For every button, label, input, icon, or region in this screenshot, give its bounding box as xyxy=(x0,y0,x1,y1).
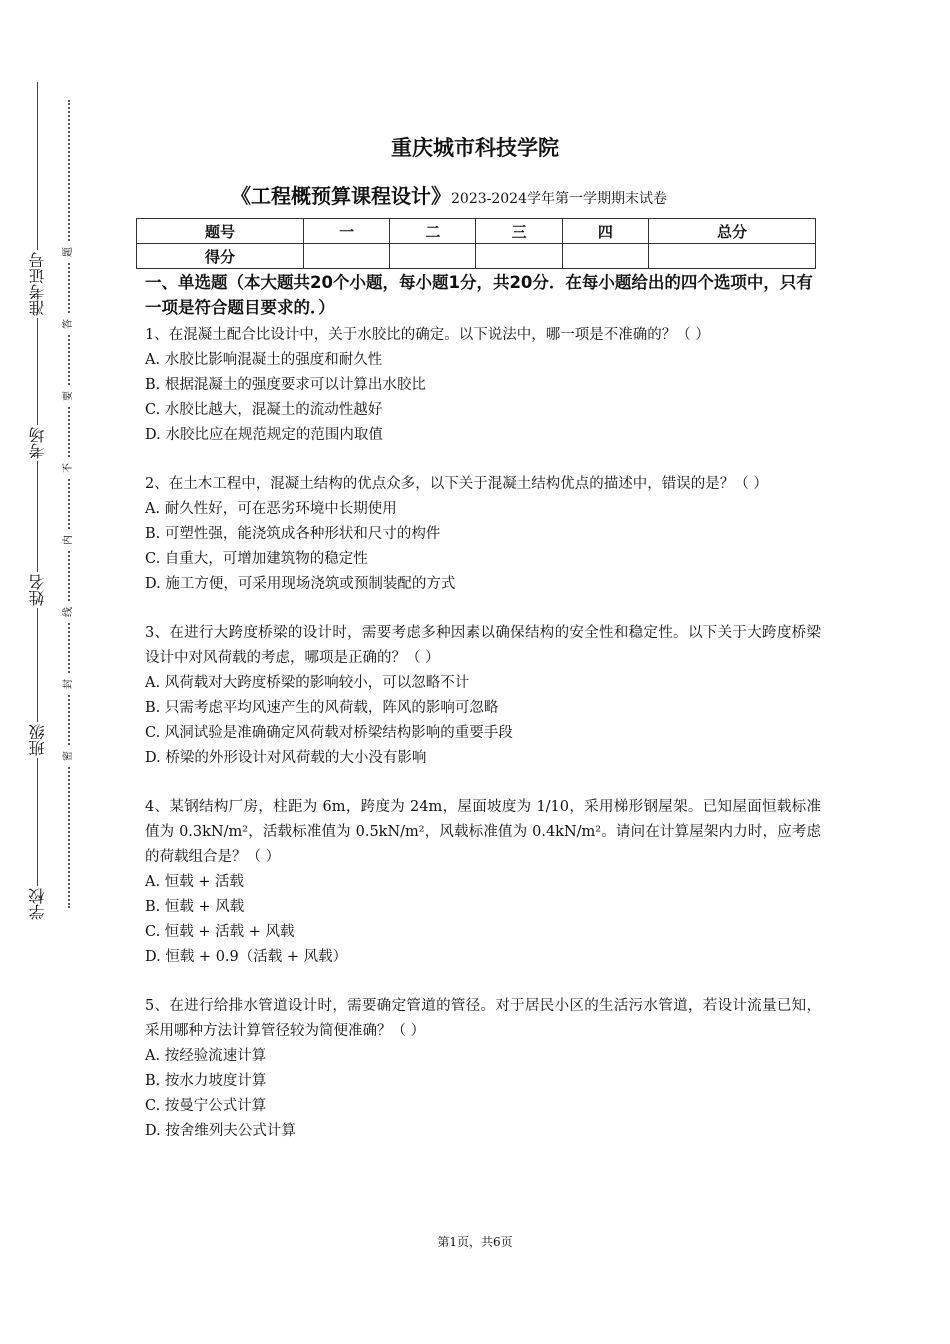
seal-char: 密 xyxy=(63,747,75,765)
seal-char: 封 xyxy=(63,675,75,693)
option-d: D. 水胶比应在规范规定的范围内取值 xyxy=(145,427,383,443)
seal-char: 答 xyxy=(63,315,75,333)
score-cell xyxy=(648,244,815,269)
score-header-cell: 题号 xyxy=(137,219,304,244)
question-stem: 5、在进行给排水管道设计时，需要确定管道的管径。对于居民小区的生活污水管道，若设计流量已知，采用哪种方法计算管径较为简便准确？（ ） xyxy=(145,998,821,1039)
score-cell xyxy=(562,244,648,269)
score-cell xyxy=(304,244,390,269)
question-stem: 1、在混凝土配合比设计中，关于水胶比的确定。以下说法中，哪一项是不准确的？（ ） xyxy=(145,327,710,343)
question-stem: 3、在进行大跨度桥梁的设计时，需要考虑多种因素以确保结构的安全性和稳定性。以下关于大跨度桥梁设计中对风荷载的考虑，哪项是正确的？（ ） xyxy=(145,625,821,666)
name-label: 姓名 xyxy=(20,572,56,608)
score-table xyxy=(136,218,816,269)
section-title: 一、单选题（本大题共20个小题，每小题1分，共20分．在每小题给出的四个选项中，只有一项是符合题目要求的．） xyxy=(145,273,813,317)
score-cell xyxy=(390,244,476,269)
option-a: A. 风荷载对大跨度桥梁的影响较小，可以忽略不计 xyxy=(145,675,470,691)
score-header-cell: 二 xyxy=(390,219,476,244)
binding-solid-line xyxy=(37,82,38,920)
score-header-cell: 三 xyxy=(476,219,562,244)
option-c: C. 水胶比越大，混凝土的流动性越好 xyxy=(145,402,383,418)
option-d: D. 恒载 + 0.9（活载 + 风载） xyxy=(145,949,348,965)
option-a: A. 恒载 + 活载 xyxy=(145,874,245,890)
option-c: C. 自重大，可增加建筑物的稳定性 xyxy=(145,551,368,567)
score-row-label: 得分 xyxy=(137,244,304,269)
option-b: B. 根据混凝土的强度要求可以计算出水胶比 xyxy=(145,377,426,393)
seal-char: 要 xyxy=(63,387,75,405)
option-a: A. 耐久性好，可在恶劣环境中长期使用 xyxy=(145,501,397,517)
score-header-cell: 总分 xyxy=(648,219,815,244)
score-header-cell: 一 xyxy=(304,219,390,244)
score-table-header-row xyxy=(137,219,816,244)
option-c: C. 按曼宁公式计算 xyxy=(145,1098,267,1114)
term-label: 2023-2024学年第一学期期末试卷 xyxy=(451,191,667,207)
binding-dotted-line xyxy=(68,100,70,908)
question-4 xyxy=(145,795,821,970)
option-b: B. 只需考虑平均风速产生的风荷载，阵风的影响可忽略 xyxy=(145,700,499,716)
option-d: D. 施工方便，可采用现场浇筑或预制装配的方式 xyxy=(145,576,456,592)
school-label: 学校 xyxy=(20,886,56,922)
score-table-score-row xyxy=(137,244,816,269)
option-b: B. 可塑性强，能浇筑成各种形状和尺寸的构件 xyxy=(145,526,441,542)
exam-number-label: 准考证号 xyxy=(20,250,56,318)
school-title: 重庆城市科技学院 xyxy=(391,136,559,160)
option-d: D. 按舍维列夫公式计算 xyxy=(145,1123,296,1139)
score-header-cell: 四 xyxy=(562,219,648,244)
option-c: C. 恒载 + 活载 + 风载 xyxy=(145,924,295,940)
question-5 xyxy=(145,994,821,1144)
option-d: D. 桥梁的外形设计对风荷载的大小没有影响 xyxy=(145,750,427,766)
question-2 xyxy=(145,472,821,597)
option-a: A. 按经验流速计算 xyxy=(145,1048,267,1064)
page-footer: 第1页，共6页 xyxy=(437,1235,513,1249)
option-b: B. 按水力坡度计算 xyxy=(145,1073,267,1089)
question-stem: 2、在土木工程中，混凝土结构的优点众多，以下关于混凝土结构优点的描述中，错误的是？（ ） xyxy=(145,476,768,492)
score-cell xyxy=(476,244,562,269)
question-1 xyxy=(145,323,821,448)
question-stem: 4、某钢结构厂房，柱距为 6m，跨度为 24m，屋面坡度为 1/10，采用梯形钢屋架。已知屋面恒载标准值为 0.3kN/m²，活载标准值为 0.5kN/m²，风载标准值为 0.4kN/m²。请问在计算屋架内力时，应考虑的荷载组合是？（ ） xyxy=(145,799,821,865)
exam-content xyxy=(145,270,821,1168)
question-3 xyxy=(145,621,821,771)
class-label: 班级 xyxy=(20,722,56,758)
course-name: 《工程概预算课程设计》 xyxy=(231,184,451,208)
seal-char: 题 xyxy=(63,243,75,261)
seal-char: 内 xyxy=(63,531,75,549)
option-a: A. 水胶比影响混凝土的强度和耐久性 xyxy=(145,352,383,368)
option-b: B. 恒载 + 风载 xyxy=(145,899,245,915)
seal-char: 不 xyxy=(63,459,75,477)
seal-char: 线 xyxy=(63,603,75,621)
option-c: C. 风洞试验是准确确定风荷载对桥梁结构影响的重要手段 xyxy=(145,725,513,741)
exam-room-label: 考场 xyxy=(20,425,56,461)
exam-title xyxy=(231,180,667,209)
